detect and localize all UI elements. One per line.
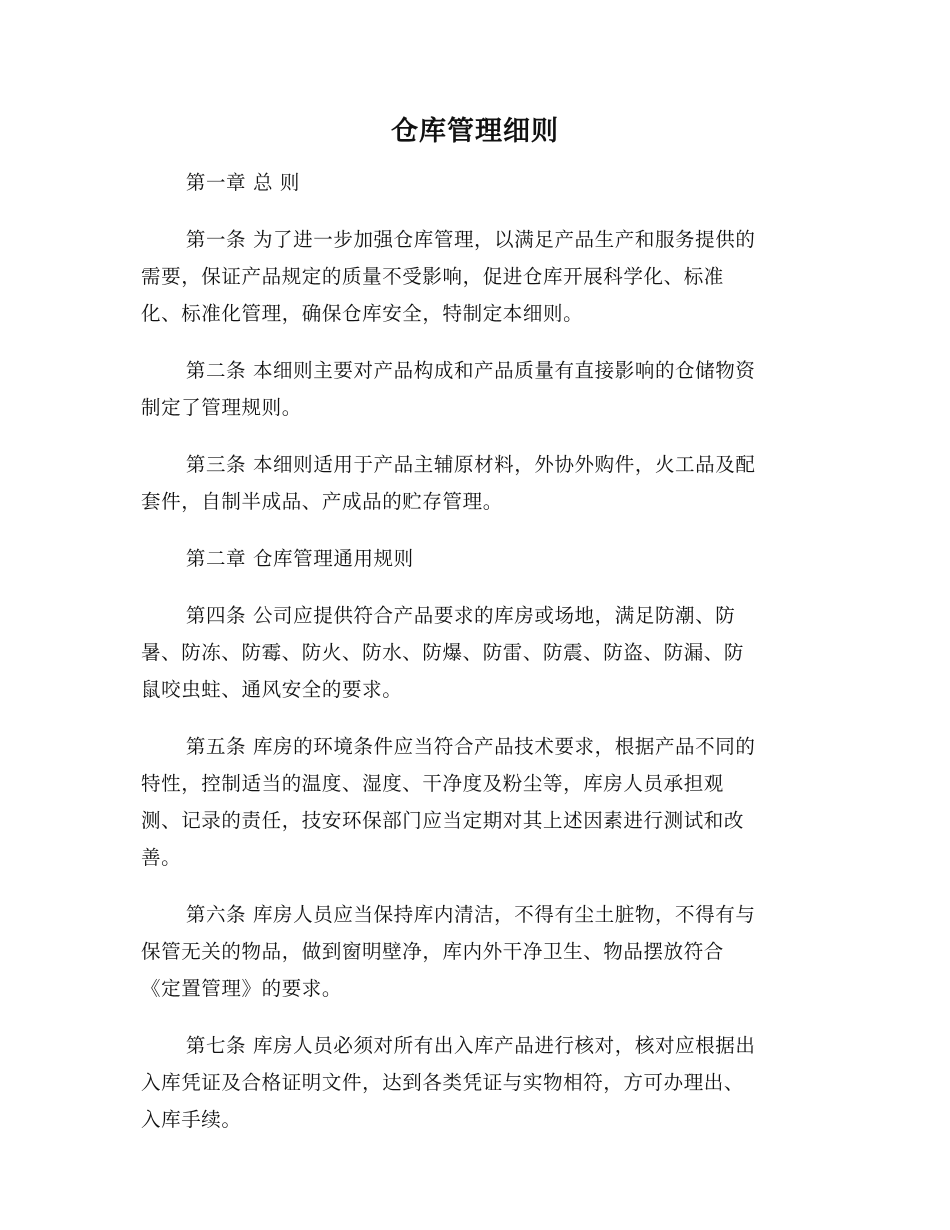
text-line: 保管无关的物品，做到窗明壁净，库内外干净卫生、物品摆放符合	[141, 940, 724, 963]
text-line: 测、记录的责任，技安环保部门应当定期对其上述因素进行测试和改	[141, 809, 745, 832]
text-line: 第三条 本细则适用于产品主辅原材料，外协外购件，火工品及配	[185, 453, 756, 476]
chapter-heading	[141, 164, 806, 201]
text-line: 鼠咬虫蛀、通风安全的要求。	[141, 678, 403, 701]
text-line: 需要，保证产品规定的质量不受影响，促进仓库开展科学化、标准	[141, 265, 724, 288]
article-paragraph	[141, 728, 806, 876]
text-line: 第六条 库房人员应当保持库内清洁，不得有尘土脏物，不得有与	[185, 903, 756, 926]
text-line: 制定了管理规则。	[141, 396, 302, 419]
text-line: 《定置管理》的要求。	[141, 977, 343, 1000]
text-line: 第七条 库房人员必须对所有出入库产品进行核对，核对应根据出	[185, 1034, 756, 1057]
document-body	[141, 164, 806, 1158]
chapter-heading	[141, 540, 806, 577]
article-paragraph	[141, 352, 806, 426]
article-paragraph	[141, 221, 806, 332]
text-line: 善。	[141, 846, 182, 869]
text-line: 入库凭证及合格证明文件，达到各类凭证与实物相符，方可办理出、	[141, 1071, 745, 1094]
text-line: 套件，自制半成品、产成品的贮存管理。	[141, 490, 503, 513]
text-line: 入库手续。	[141, 1108, 242, 1131]
text-line: 暑、防冻、防霉、防火、防水、防爆、防雷、防震、防盗、防漏、防	[141, 641, 745, 664]
document-title: 仓库管理细则	[391, 116, 559, 147]
text-line: 第二条 本细则主要对产品构成和产品质量有直接影响的仓储物资	[185, 359, 756, 382]
text-line: 化、标准化管理，确保仓库安全，特制定本细则。	[141, 302, 584, 325]
text-line: 第四条 公司应提供符合产品要求的库房或场地，满足防潮、防	[185, 604, 736, 627]
article-paragraph	[141, 1027, 806, 1138]
text-line: 特性，控制适当的温度、湿度、干净度及粉尘等，库房人员承担观	[141, 772, 724, 795]
article-paragraph	[141, 597, 806, 708]
text-line: 第一章 总 则	[185, 171, 300, 194]
article-paragraph	[141, 446, 806, 520]
text-line: 第二章 仓库管理通用规则	[185, 547, 414, 570]
text-line: 第五条 库房的环境条件应当符合产品技术要求，根据产品不同的	[185, 735, 756, 758]
article-paragraph	[141, 896, 806, 1007]
text-line: 第一条 为了进一步加强仓库管理，以满足产品生产和服务提供的	[185, 228, 756, 251]
